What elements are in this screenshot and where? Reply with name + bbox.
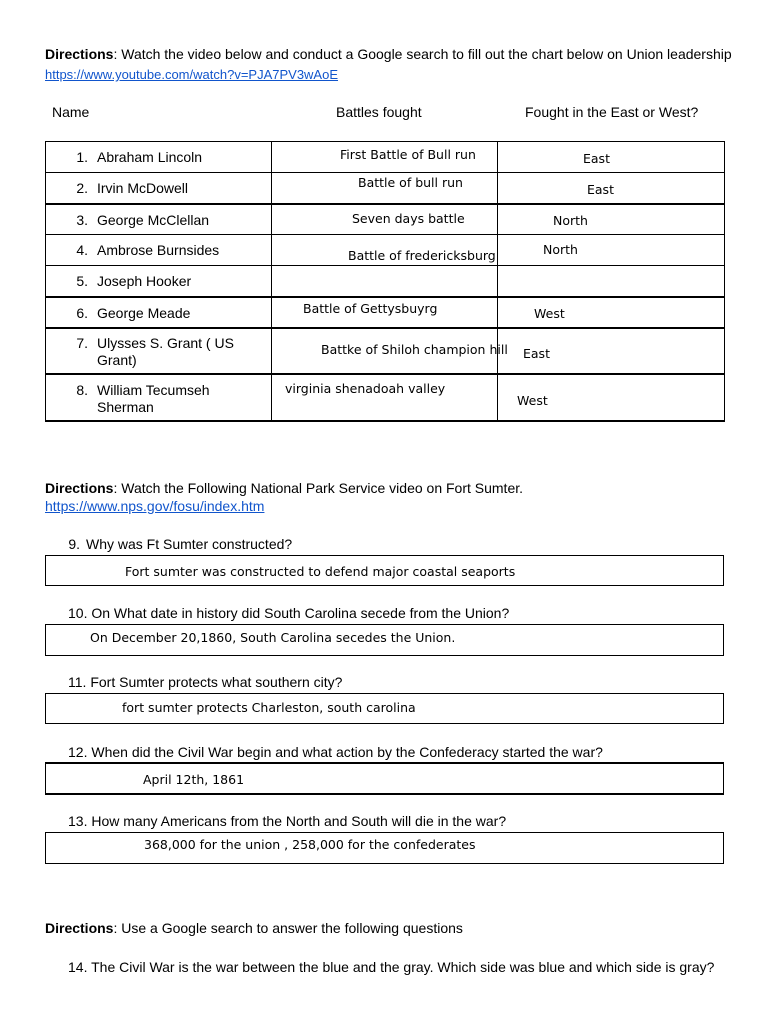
battle-answer: Seven days battle (352, 210, 465, 226)
question-11 (68, 674, 342, 690)
leader-name: Joseph Hooker (97, 273, 192, 289)
directions-3 (45, 919, 463, 937)
answer-box-10[interactable] (45, 624, 724, 656)
row-number: 7. (76, 334, 88, 351)
region-cell[interactable] (498, 328, 725, 374)
directions-text: : Watch the video below and conduct a Google search to fill out the chart below on Union leadership (113, 46, 732, 62)
battle-cell[interactable] (272, 204, 498, 235)
question-13 (68, 813, 506, 829)
directions-1 (45, 45, 732, 63)
answer-box-12[interactable] (45, 762, 724, 795)
leader-name: Ambrose Burnsides (97, 242, 220, 258)
question-12 (68, 744, 603, 760)
directions-text: : Watch the Following National Park Service video on Fort Sumter. (113, 480, 524, 496)
leader-name: George McClellan (97, 211, 210, 228)
region-answer: West (517, 392, 548, 408)
battle-cell[interactable] (272, 297, 498, 328)
row-number: 4. (76, 242, 88, 258)
question-number: 10. (68, 605, 88, 621)
leader-name: Ulysses S. Grant ( US Grant) (97, 334, 234, 368)
region-cell[interactable] (498, 173, 725, 204)
region-answer: North (553, 212, 588, 228)
battle-answer: Battle of bull run (358, 175, 463, 190)
question-number: 14. (68, 959, 88, 975)
answer-text: April 12th, 1861 (143, 772, 245, 787)
directions-label: Directions (45, 480, 114, 496)
region-cell[interactable] (498, 374, 725, 421)
region-answer: East (523, 345, 550, 361)
region-answer: North (543, 242, 578, 257)
question-text: The Civil War is the war between the blue and the gray. Which side was blue and which side is gray? (91, 959, 715, 975)
leader-name: George Meade (97, 304, 191, 321)
directions-text: : Use a Google search to answer the following questions (113, 920, 463, 936)
leader-name: William Tecumseh Sherman (97, 381, 210, 415)
answer-text: Fort sumter was constructed to defend major coastal seaports (125, 564, 516, 579)
battle-cell[interactable] (272, 142, 498, 173)
battle-cell[interactable] (272, 173, 498, 204)
answer-box-9[interactable] (45, 555, 724, 586)
answer-text: fort sumter protects Charleston, south carolina (122, 700, 416, 715)
row-number: 6. (76, 304, 88, 321)
directions-label: Directions (45, 46, 114, 62)
leader-name: Irvin McDowell (97, 180, 189, 196)
question-text: Fort Sumter protects what southern city? (90, 674, 343, 690)
battle-cell[interactable] (272, 266, 498, 297)
battle-answer: virginia shenadoah valley (285, 380, 446, 396)
header-region: Fought in the East or West? (525, 104, 699, 120)
battle-answer: First Battle of Bull run (340, 147, 476, 162)
question-number: 13. (68, 813, 88, 829)
table-row (46, 266, 725, 297)
battle-cell[interactable] (272, 328, 508, 374)
row-number: 1. (76, 149, 88, 165)
table-row (46, 204, 725, 235)
question-number: 12. (68, 744, 88, 760)
region-answer: West (534, 305, 565, 321)
region-cell[interactable] (498, 204, 725, 235)
table-row (46, 173, 725, 204)
question-text: On What date in history did South Carolina secede from the Union? (91, 605, 510, 621)
table-row (46, 374, 725, 421)
question-text: How many Americans from the North and South will die in the war? (91, 813, 507, 829)
leader-name: Abraham Lincoln (97, 149, 203, 165)
row-number: 8. (76, 381, 88, 398)
question-text: When did the Civil War begin and what action by the Confederacy started the war? (91, 744, 603, 760)
battle-answer: Battke of Shiloh champion hill (321, 341, 508, 357)
youtube-link[interactable]: https://www.youtube.com/watch?v=PJA7PV3wAoE (45, 67, 339, 82)
battle-answer: Battle of fredericksburg (348, 248, 496, 263)
region-answer: East (587, 182, 614, 197)
question-text: Why was Ft Sumter constructed? (86, 536, 293, 552)
answer-box-13[interactable] (45, 832, 724, 864)
table-row (46, 142, 725, 173)
table-row (46, 297, 725, 328)
question-10 (68, 605, 509, 621)
battle-cell[interactable] (272, 235, 498, 266)
answer-text: On December 20,1860, South Carolina secedes the Union. (90, 630, 456, 645)
table-row (46, 328, 725, 374)
question-9 (45, 536, 292, 552)
table-row (46, 235, 725, 266)
region-answer: East (583, 151, 610, 166)
battle-cell[interactable] (272, 374, 498, 421)
row-number: 3. (76, 211, 88, 228)
region-cell[interactable] (498, 142, 725, 173)
question-number: 9. (68, 536, 80, 552)
directions-label: Directions (45, 920, 114, 936)
row-number: 5. (76, 273, 88, 289)
directions-2 (45, 479, 523, 497)
header-battles: Battles fought (336, 104, 422, 120)
nps-link[interactable]: https://www.nps.gov/fosu/index.htm (45, 498, 265, 514)
region-cell[interactable] (498, 266, 725, 297)
region-cell[interactable] (498, 235, 725, 266)
question-number: 11. (68, 674, 87, 690)
question-14 (68, 959, 714, 975)
region-cell[interactable] (498, 297, 725, 328)
union-leaders-table (45, 141, 725, 422)
row-number: 2. (76, 180, 88, 196)
header-name: Name (52, 104, 90, 120)
battle-answer: Battle of Gettysbuyrg (303, 300, 438, 316)
answer-box-11[interactable] (45, 693, 724, 724)
answer-text: 368,000 for the union , 258,000 for the confederates (144, 837, 476, 852)
